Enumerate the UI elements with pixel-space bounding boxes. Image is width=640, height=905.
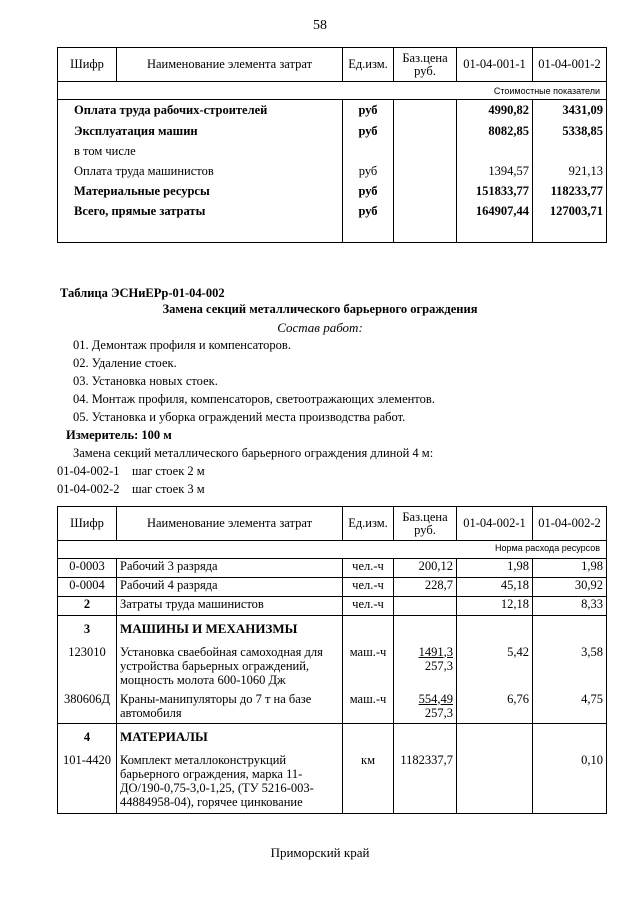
cost-table xyxy=(57,47,607,243)
row-value-2: 3,58 xyxy=(533,642,607,690)
header-col-1: 01-04-002-1 xyxy=(457,507,533,541)
row-value-2: 1,98 xyxy=(533,559,607,578)
row-value-2: 3431,09 xyxy=(533,100,607,122)
row-value-2: 127003,71 xyxy=(533,202,607,222)
row-value-2: 118233,77 xyxy=(533,182,607,202)
row-name: Эксплуатация машин xyxy=(58,122,343,142)
work-item: 04. Монтаж профиля, компенсаторов, светоотражающих элементов. xyxy=(73,392,435,406)
row-price: 200,12 xyxy=(394,559,457,578)
row-value-1: 1394,57 xyxy=(457,162,533,182)
row-unit: маш.-ч xyxy=(343,642,394,690)
row-name: МАТЕРИАЛЫ xyxy=(117,724,343,750)
row-name: Рабочий 4 разряда xyxy=(117,578,343,597)
work-item: 02. Удаление стоек. xyxy=(73,356,177,370)
work-item: 03. Установка новых стоек. xyxy=(73,374,218,388)
measure: Измеритель: 100 м xyxy=(66,428,172,442)
header-col-2: 01-04-001-2 xyxy=(533,48,607,82)
row-price: 1491,3 257,3 xyxy=(394,642,457,690)
row-unit: руб xyxy=(343,202,394,222)
header-base-price: Баз.цена руб. xyxy=(394,507,457,541)
row-name: Рабочий 3 разряда xyxy=(117,559,343,578)
row-code: 123010 xyxy=(58,642,117,690)
works-title: Состав работ: xyxy=(277,320,363,335)
row-unit: руб xyxy=(343,162,394,182)
row-name: Установка сваебойная самоходная для устройства барьерных ограждений, мощность молота 600-1060 Дж xyxy=(117,642,343,690)
row-unit: чел.-ч xyxy=(343,559,394,578)
row-value-2: 0,10 xyxy=(533,750,607,814)
variant-text: шаг стоек 2 м xyxy=(132,464,205,478)
row-value-1: 164907,44 xyxy=(457,202,533,222)
row-unit: чел.-ч xyxy=(343,578,394,597)
row-value-1: 5,42 xyxy=(457,642,533,690)
header-base-price: Баз.цена руб. xyxy=(394,48,457,82)
row-value-2: 30,92 xyxy=(533,578,607,597)
row-value-2: 4,75 xyxy=(533,690,607,724)
row-unit: руб xyxy=(343,182,394,202)
variant-text: шаг стоек 3 м xyxy=(132,482,205,496)
row-name: Краны-манипуляторы до 7 т на базе автомобиля xyxy=(117,690,343,724)
variant-code: 01-04-002-2 xyxy=(57,482,120,496)
row-name: в том числе xyxy=(58,142,343,162)
row-code: 0-0004 xyxy=(58,578,117,597)
subheader: Норма расхода ресурсов xyxy=(58,541,607,559)
row-name: Материальные ресурсы xyxy=(58,182,343,202)
footer-region: Приморский край xyxy=(270,845,370,860)
section-title: Замена секций металлического барьерного ограждения xyxy=(162,302,478,316)
header-col-1: 01-04-001-1 xyxy=(457,48,533,82)
header-code: Шифр xyxy=(58,507,117,541)
header-col-2: 01-04-002-2 xyxy=(533,507,607,541)
variant-code: 01-04-002-1 xyxy=(57,464,120,478)
row-unit: руб xyxy=(343,100,394,122)
row-code: 380606Д xyxy=(58,690,117,724)
header-code: Шифр xyxy=(58,48,117,82)
row-value-1: 8082,85 xyxy=(457,122,533,142)
page-number: 58 xyxy=(313,18,327,33)
row-value-1: 151833,77 xyxy=(457,182,533,202)
work-item: 05. Установка и уборка ограждений места производства работ. xyxy=(73,410,406,424)
row-unit: маш.-ч xyxy=(343,690,394,724)
resource-table xyxy=(57,506,607,814)
row-value-1: 1,98 xyxy=(457,559,533,578)
row-name: Комплект металлоконструкций барьерного ограждения, марка 11-ДО/190-0,75-3,0-1,25, (ТУ 5216-003-44884958-04), горячее цинкование xyxy=(117,750,343,814)
row-value-2: 8,33 xyxy=(533,597,607,616)
work-item: 01. Демонтаж профиля и компенсаторов. xyxy=(73,338,291,352)
row-name: Всего, прямые затраты xyxy=(58,202,343,222)
row-value-1: 12,18 xyxy=(457,597,533,616)
row-price: 554,49 257,3 xyxy=(394,690,457,724)
row-unit: чел.-ч xyxy=(343,597,394,616)
row-value-2: 921,13 xyxy=(533,162,607,182)
row-name: МАШИНЫ И МЕХАНИЗМЫ xyxy=(117,616,343,642)
row-price: 228,7 xyxy=(394,578,457,597)
row-unit: руб xyxy=(343,122,394,142)
header-name: Наименование элемента затрат xyxy=(117,48,343,82)
row-code: 3 xyxy=(58,616,117,642)
row-value-1: 6,76 xyxy=(457,690,533,724)
row-name: Затраты труда машинистов xyxy=(117,597,343,616)
row-value-2: 5338,85 xyxy=(533,122,607,142)
header-name: Наименование элемента затрат xyxy=(117,507,343,541)
row-code: 101-4420 xyxy=(58,750,117,814)
row-value-1: 4990,82 xyxy=(457,100,533,122)
row-value-1: 45,18 xyxy=(457,578,533,597)
row-code: 2 xyxy=(58,597,117,616)
row-code: 4 xyxy=(58,724,117,750)
table-code: Таблица ЭСНиЕРр-01-04-002 xyxy=(60,286,225,300)
row-name: Оплата труда машинистов xyxy=(58,162,343,182)
row-price xyxy=(394,597,457,616)
row-code: 0-0003 xyxy=(58,559,117,578)
row-price: 1182337,7 xyxy=(394,750,457,814)
description: Замена секций металлического барьерного ограждения длиной 4 м: xyxy=(73,446,434,460)
subheader: Стоимостные показатели xyxy=(58,82,607,100)
header-unit: Ед.изм. xyxy=(343,48,394,82)
row-name: Оплата труда рабочих-строителей xyxy=(58,100,343,122)
row-value-1 xyxy=(457,750,533,814)
row-unit: км xyxy=(343,750,394,814)
header-unit: Ед.изм. xyxy=(343,507,394,541)
